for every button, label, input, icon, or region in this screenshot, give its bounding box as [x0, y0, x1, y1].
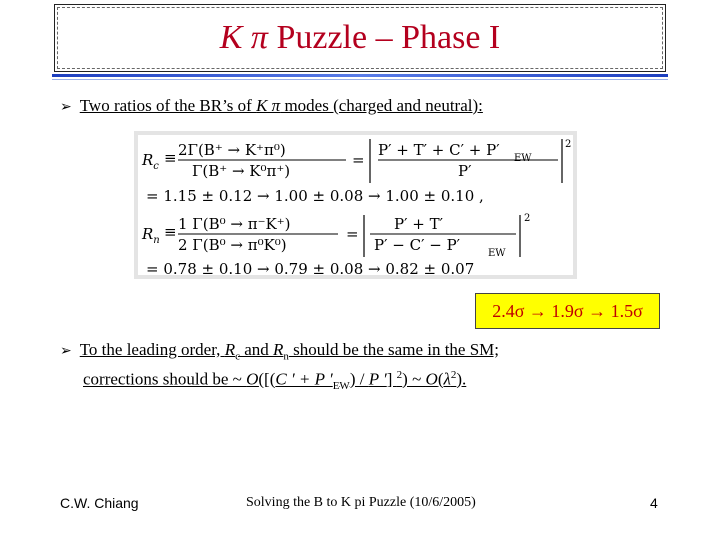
rc-numerator: 2Γ(B⁺ → K⁺π⁰) — [178, 141, 286, 159]
rc-eq: = — [352, 151, 365, 169]
bullet1-prefix: Two ratios of the BR’s of — [79, 96, 257, 115]
rn-label: R — [273, 340, 284, 359]
rn-symbol: $R_n$ — [142, 225, 160, 246]
title-math: K π — [219, 19, 268, 56]
title-box — [54, 4, 666, 72]
footer-talk-title: Solving the B to K pi Puzzle (10/6/2005) — [246, 495, 476, 510]
bullet-arrow-icon: ➢ — [60, 343, 72, 359]
cp-term: C ′ + P ′ — [275, 369, 333, 389]
bullet2-text-a: To the leading order, — [79, 340, 225, 359]
rc-ew-sub: EW — [514, 153, 532, 164]
ew-sub: EW — [332, 380, 350, 393]
rc-label-sub: c — [235, 350, 240, 363]
square-sup: 2 — [396, 369, 403, 381]
rn-numerator: 1 Γ(B⁰ → π⁻K⁺) — [178, 215, 291, 233]
rc-equiv: ≡ — [164, 149, 177, 167]
rc-label: R — [224, 340, 236, 359]
order-o1: O — [246, 369, 259, 389]
footer-page-number: 4 — [650, 495, 658, 511]
rc-abs-numerator: P′ + T′ + C′ + P′ — [378, 141, 500, 159]
rn-abs-numerator: P′ + T′ — [394, 215, 444, 233]
equation-image — [134, 131, 577, 279]
title-text: Puzzle – Phase I — [276, 19, 501, 56]
significance-text: 2.4σ → 1.9σ → 1.5σ — [492, 300, 643, 321]
bullet2-and: and — [239, 340, 274, 359]
bullet1-suffix: modes (charged and neutral): — [280, 96, 483, 115]
lambda-sup: 2 — [450, 369, 457, 381]
bullet-ratios — [60, 96, 483, 117]
bullet2-line2-b: ([( — [258, 369, 276, 389]
rn-eq: = — [346, 225, 359, 243]
rn-values: = 0.78 ± 0.10 → 0.79 ± 0.08 → 0.82 ± 0.07 — [146, 260, 475, 275]
bullet2-text-b: should be the same in the SM; — [288, 340, 500, 359]
bullet-arrow-icon: ➢ — [60, 99, 72, 115]
title-underline-thin — [52, 79, 668, 80]
p-term: P ′ — [368, 369, 387, 389]
rc-values: = 1.15 ± 0.12 → 1.00 ± 0.08 → 1.00 ± 0.10 , — [146, 187, 484, 205]
rn-abs-denominator: P′ − C′ − P′ — [374, 236, 461, 254]
title-underline — [52, 74, 668, 77]
rn-equiv: ≡ — [164, 223, 177, 241]
bullet2-line2-c: ) / — [349, 369, 369, 389]
rn-square: 2 — [524, 213, 531, 224]
bullet-leading-order — [60, 340, 499, 366]
rc-abs-denominator: P′ — [458, 162, 472, 180]
lambda-symbol: λ — [443, 369, 451, 389]
rc-square: 2 — [565, 139, 572, 150]
bullet-leading-order-cont — [83, 365, 466, 396]
footer-author: C.W. Chiang — [60, 495, 139, 511]
rn-ew-sub: EW — [488, 248, 506, 259]
bullet2-line2-a: corrections should be ~ — [83, 369, 247, 389]
rc-symbol: $R_c$ — [142, 151, 159, 172]
rn-label-sub: n — [283, 350, 289, 363]
bullet2-line2-d: ] — [386, 369, 397, 389]
significance-box — [475, 293, 660, 329]
bullet2-line2-e: ) ~ — [402, 369, 426, 389]
bullet1-math: K π — [256, 96, 281, 115]
order-o2: O — [425, 369, 438, 389]
bullet2-line2-g: ). — [456, 369, 467, 389]
rc-denominator: Γ(B⁺ → K⁰π⁺) — [192, 162, 291, 180]
bullet2-line2-f: ( — [437, 369, 444, 389]
rn-denominator: 2 Γ(B⁰ → π⁰K⁰) — [178, 236, 287, 254]
slide-title — [220, 19, 501, 57]
